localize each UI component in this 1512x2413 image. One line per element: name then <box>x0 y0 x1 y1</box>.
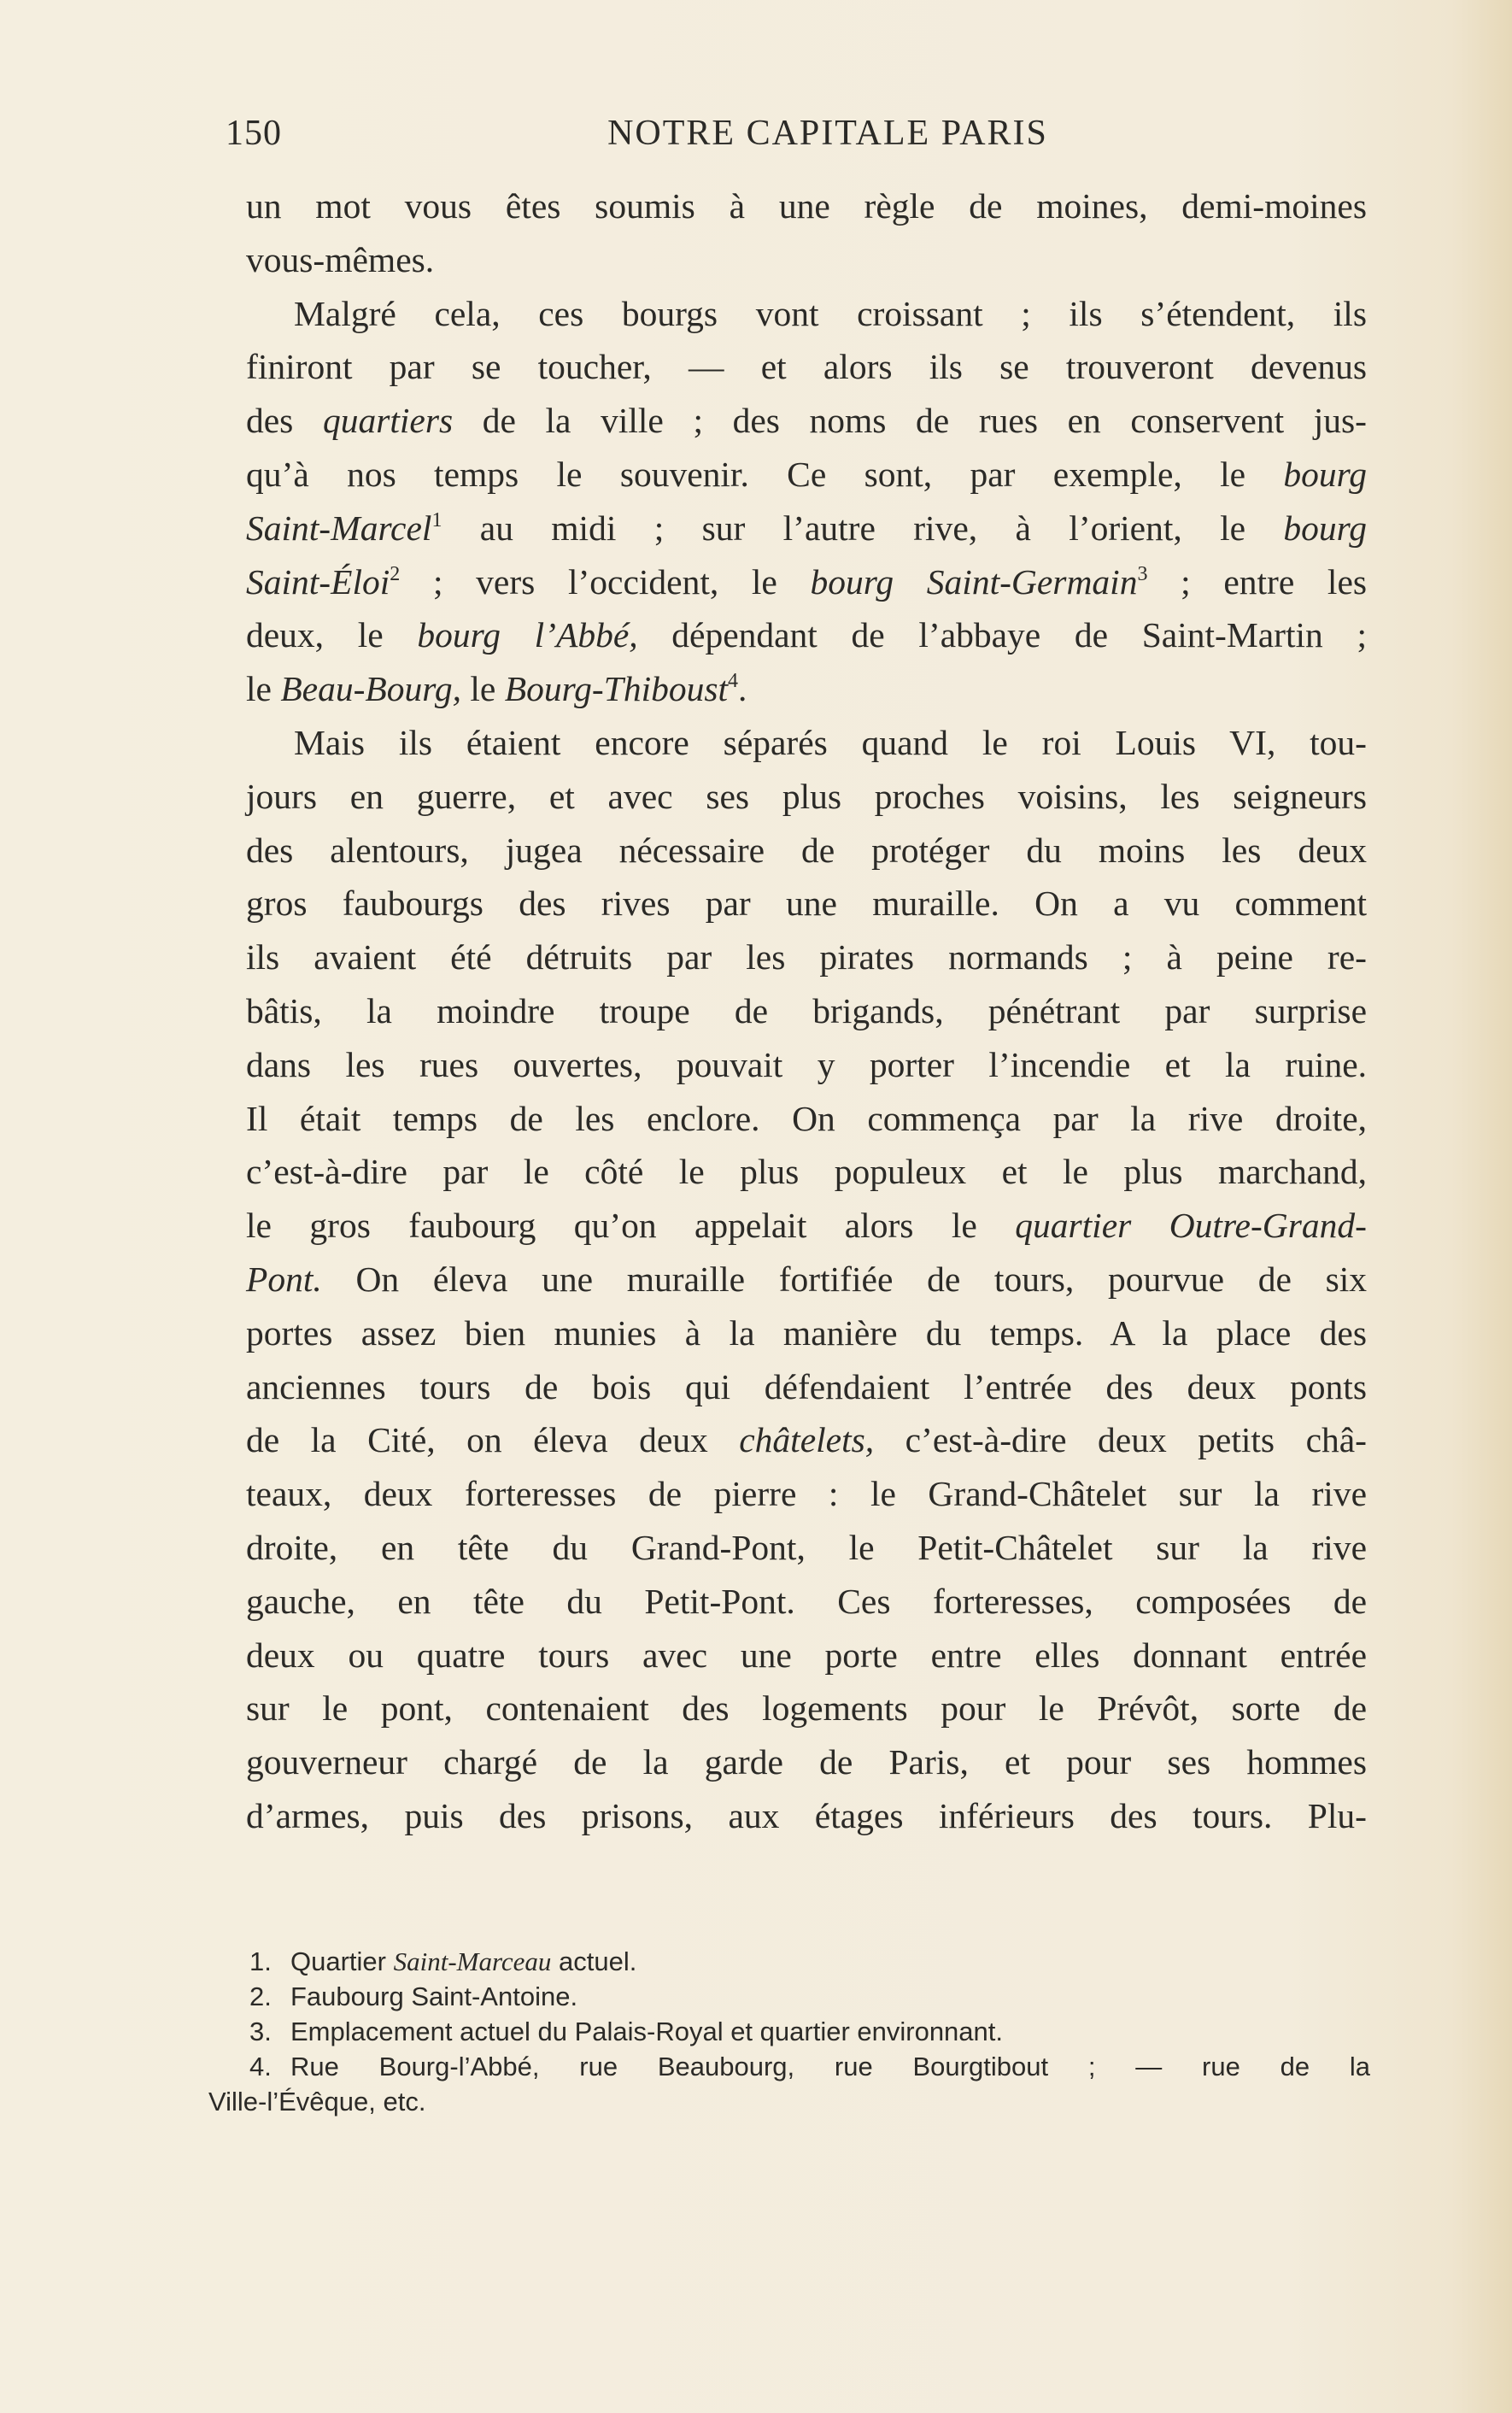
text-line <box>246 555 1367 609</box>
text-segment: le gros faubourg qu’on appelait alors le <box>246 1206 1016 1246</box>
text-line: gauche, en tête du Petit-Pont. Ces forteresses, composées de <box>246 1581 1367 1621</box>
footnote-number: 3. <box>249 2017 272 2046</box>
text-line: d’armes, puis des prisons, aux étages inférieurs des tours. Plu- <box>246 1795 1367 1835</box>
text-segment: dépendant de l’abbaye de Saint-Martin ; <box>637 615 1367 655</box>
text-segment: de la ville ; des noms de rues en conservent jus- <box>453 401 1367 441</box>
footnote-ref[interactable]: 1 <box>431 508 442 531</box>
text-line: Malgré cela, ces bourgs vont croissant ; ils s’étendent, ils <box>294 293 1367 333</box>
italic-term: Saint-Marceau <box>393 1946 552 1976</box>
italic-term: bourg l’Abbé, <box>417 615 638 655</box>
text-line: gros faubourgs des rives par une muraille. On a vu comment <box>246 884 1367 924</box>
italic-term: Saint-Marcel <box>246 508 432 548</box>
footnote-ref[interactable]: 3 <box>1137 562 1148 585</box>
page-number: 150 <box>226 114 282 153</box>
text-line <box>246 448 1367 502</box>
text-line: des alentours, jugea nécessaire de protéger du moins les deux <box>246 830 1367 870</box>
footnote-3 <box>249 2014 1370 2049</box>
footnote-2 <box>249 1979 1370 2014</box>
text-segment: deux, le <box>246 615 418 655</box>
text-line <box>246 1253 1367 1306</box>
footnotes <box>208 1944 1370 2119</box>
footnote-1 <box>249 1944 1370 1979</box>
text-segment: des <box>246 401 323 441</box>
italic-term: bourg Saint-Germain <box>810 561 1138 602</box>
italic-term: bourg <box>1283 454 1367 494</box>
text-line: sur le pont, contenaient des logements pour le Prévôt, sorte de <box>246 1688 1367 1729</box>
footnote-number: 1. <box>249 1946 272 1976</box>
italic-term: quartier Outre-Grand- <box>1015 1206 1367 1246</box>
footnote-text: Emplacement actuel du Palais-Royal et quartier environnant. <box>290 2017 1004 2046</box>
text-line: Mais ils étaient encore séparés quand le roi Louis VI, tou- <box>294 722 1367 762</box>
text-line: un mot vous êtes soumis à une règle de moines, demi-moines <box>246 186 1367 226</box>
text-line <box>246 502 1367 555</box>
text-segment: On éleva une muraille fortifiée de tours, pourvue de six <box>321 1259 1367 1299</box>
text-line <box>246 662 1367 716</box>
text-line: bâtis, la moindre troupe de brigands, pénétrant par surprise <box>246 990 1367 1030</box>
text-line: deux ou quatre tours avec une porte entre elles donnant entrée <box>246 1635 1367 1675</box>
text-line: portes assez bien munies à la manière du temps. A la place des <box>246 1312 1367 1353</box>
italic-term: Pont. <box>246 1259 322 1299</box>
text-line: Il était temps de les enclore. On commença par la rive droite, <box>246 1098 1367 1138</box>
text-segment: c’est-à-dire deux petits châ- <box>874 1420 1367 1460</box>
text-line: droite, en tête du Grand-Pont, le Petit-Châtelet sur la rive <box>246 1527 1367 1567</box>
page-header <box>226 113 1362 164</box>
text-line: ils avaient été détruits par les pirates normands ; à peine re- <box>246 937 1367 978</box>
italic-term: Beau-Bourg, <box>280 669 462 709</box>
text-line <box>246 1413 1367 1467</box>
text-segment: ; entre les <box>1147 561 1368 602</box>
footnote-text: Quartier <box>290 1946 394 1976</box>
text-segment: ; vers l’occident, le <box>400 561 811 602</box>
italic-term: châtelets, <box>739 1420 875 1460</box>
footnote-ref[interactable]: 4 <box>728 670 739 693</box>
text-line: c’est-à-dire par le côté le plus populeux et le plus marchand, <box>246 1152 1367 1192</box>
footnote-4-continuation: Ville-l’Évêque, etc. <box>208 2087 426 2117</box>
text-line <box>246 394 1367 448</box>
footnote-text: Faubourg Saint-Antoine. <box>290 1981 578 2011</box>
text-line: jours en guerre, et avec ses plus proches voisins, les seigneurs <box>246 776 1367 816</box>
text-segment: au midi ; sur l’autre rive, à l’orient, le <box>442 508 1284 548</box>
text-line: dans les rues ouvertes, pouvait y porter l’incendie et la ruine. <box>246 1044 1367 1084</box>
body-text <box>246 179 1367 1843</box>
italic-term: Saint-Éloi <box>246 561 390 602</box>
italic-term: bourg <box>1283 508 1367 548</box>
text-line <box>246 608 1367 662</box>
footnote-text: Rue Bourg-l’Abbé, rue Beaubourg, rue Bourgtibout ; — rue de la <box>290 2052 1370 2081</box>
footnote-4 <box>249 2049 1370 2084</box>
text-segment: le <box>461 669 505 709</box>
italic-term: Bourg-Thiboust <box>504 669 729 709</box>
running-title: NOTRE CAPITALE PARIS <box>607 114 1048 153</box>
text-line: anciennes tours de bois qui défendaient l’entrée des deux ponts <box>246 1366 1367 1406</box>
footnote-ref[interactable]: 2 <box>390 562 401 585</box>
text-segment: de la Cité, on éleva deux <box>246 1420 740 1460</box>
text-segment: . <box>738 669 747 709</box>
text-line <box>246 1199 1367 1253</box>
footnote-text: actuel. <box>551 1946 637 1976</box>
text-line: gouverneur chargé de la garde de Paris, et pour ses hommes <box>246 1742 1367 1782</box>
text-line: vous-mêmes. <box>246 239 435 279</box>
text-line: finiront par se toucher, — et alors ils se trouveront devenus <box>246 347 1367 387</box>
text-segment: le <box>246 669 281 709</box>
italic-term: quartiers <box>322 401 454 441</box>
text-segment: qu’à nos temps le souvenir. Ce sont, par exemple, le <box>246 454 1284 494</box>
footnote-number: 4. <box>249 2052 272 2081</box>
text-line: teaux, deux forteresses de pierre : le Grand-Châtelet sur la rive <box>246 1474 1367 1514</box>
footnote-number: 2. <box>249 1981 272 2011</box>
